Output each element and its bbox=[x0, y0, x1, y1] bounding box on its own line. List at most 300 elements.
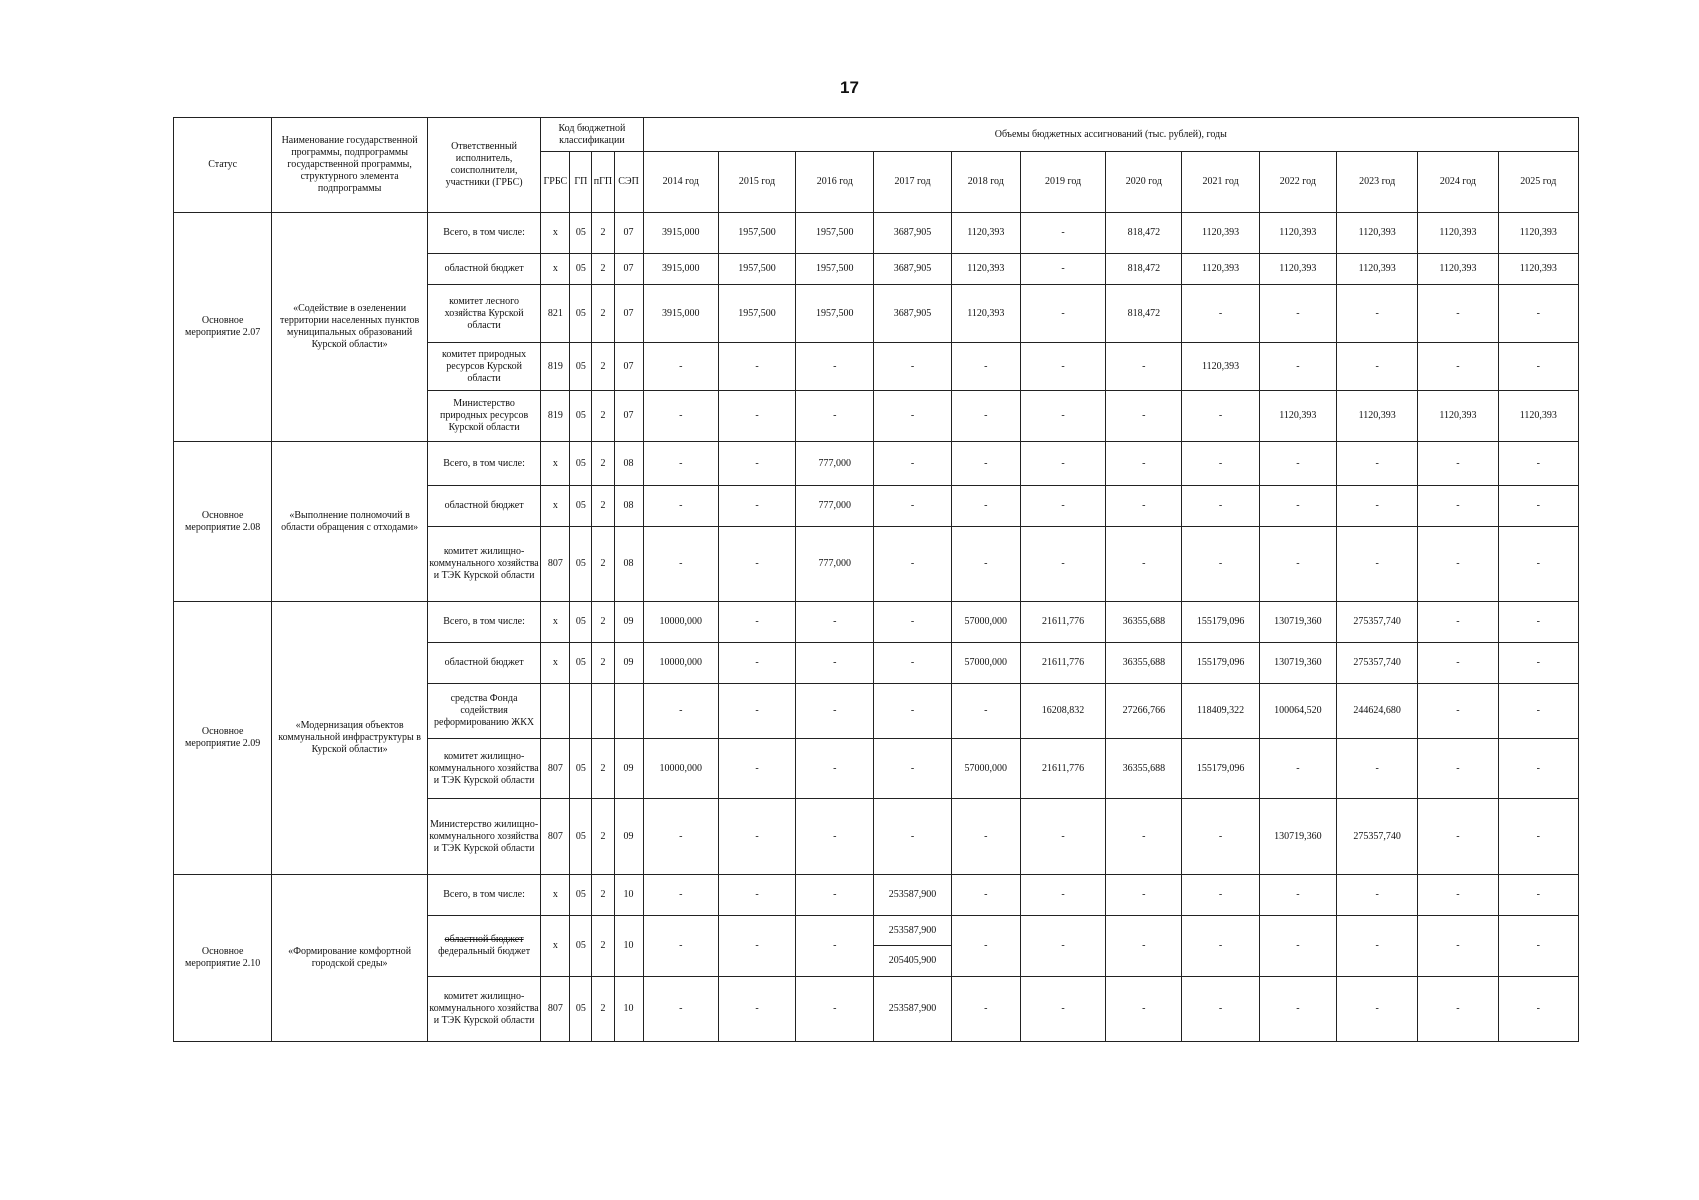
value-cell: - bbox=[951, 977, 1020, 1042]
value-cell: 1120,393 bbox=[1498, 254, 1578, 285]
code-grbs: х bbox=[541, 916, 570, 977]
code-gp: 05 bbox=[570, 739, 592, 799]
page-number: 17 bbox=[840, 78, 859, 97]
executor-cell: Министерство природных ресурсов Курской области bbox=[427, 391, 540, 442]
value-cell: - bbox=[796, 391, 874, 442]
value-cell: - bbox=[951, 916, 1020, 977]
header-year: 2014 год bbox=[643, 152, 718, 213]
executor-cell: Всего, в том числе: bbox=[427, 213, 540, 254]
value-cell: - bbox=[796, 875, 874, 916]
value-cell: 21611,776 bbox=[1020, 643, 1105, 684]
code-sep: 09 bbox=[614, 739, 643, 799]
value-cell: 100064,520 bbox=[1259, 684, 1336, 739]
code-grbs: 807 bbox=[541, 977, 570, 1042]
code-grbs: 821 bbox=[541, 285, 570, 343]
code-gp: 05 bbox=[570, 343, 592, 391]
value-cell: - bbox=[1259, 343, 1336, 391]
code-gp: 05 bbox=[570, 977, 592, 1042]
code-grbs: х bbox=[541, 875, 570, 916]
value-cell: - bbox=[643, 799, 718, 875]
value-cell: 818,472 bbox=[1106, 254, 1182, 285]
value-cell: - bbox=[1418, 343, 1498, 391]
status-cell: Основное мероприятие 2.10 bbox=[174, 875, 272, 1042]
header-year: 2016 год bbox=[796, 152, 874, 213]
value-cell: 1957,500 bbox=[718, 213, 795, 254]
value-cell: 155179,096 bbox=[1182, 602, 1259, 643]
value-cell: 1120,393 bbox=[1418, 254, 1498, 285]
value-cell: - bbox=[1337, 442, 1418, 486]
value-cell: - bbox=[1259, 527, 1336, 602]
value-cell: - bbox=[1418, 442, 1498, 486]
value-cell: - bbox=[1418, 285, 1498, 343]
value-cell: 36355,688 bbox=[1106, 602, 1182, 643]
code-grbs: 807 bbox=[541, 799, 570, 875]
value-cell: - bbox=[718, 391, 795, 442]
value-cell: 1120,393 bbox=[1498, 391, 1578, 442]
value-cell: 244624,680 bbox=[1337, 684, 1418, 739]
value-cell: - bbox=[1337, 343, 1418, 391]
value-cell: 818,472 bbox=[1106, 285, 1182, 343]
value-cell: - bbox=[1337, 285, 1418, 343]
header-status: Статус bbox=[174, 118, 272, 213]
value-cell: - bbox=[951, 875, 1020, 916]
value-cell: - bbox=[1259, 977, 1336, 1042]
value-cell: - bbox=[796, 684, 874, 739]
status-cell: Основное мероприятие 2.08 bbox=[174, 442, 272, 602]
header-year: 2018 год bbox=[951, 152, 1020, 213]
value-cell: 1957,500 bbox=[718, 285, 795, 343]
value-cell: 3915,000 bbox=[643, 285, 718, 343]
value-cell: 1120,393 bbox=[1498, 213, 1578, 254]
value-cell: 57000,000 bbox=[951, 739, 1020, 799]
value-cell: - bbox=[874, 602, 951, 643]
code-grbs bbox=[541, 684, 570, 739]
code-gp: 05 bbox=[570, 285, 592, 343]
value-cell: 57000,000 bbox=[951, 602, 1020, 643]
value-cell: - bbox=[1182, 486, 1259, 527]
code-pgp: 2 bbox=[592, 343, 614, 391]
code-pgp bbox=[592, 684, 614, 739]
value-cell: 275357,740 bbox=[1337, 799, 1418, 875]
value-cell: - bbox=[796, 602, 874, 643]
value-cell: - bbox=[1418, 602, 1498, 643]
value-cell: - bbox=[1106, 799, 1182, 875]
value-cell: - bbox=[718, 684, 795, 739]
value-cell: - bbox=[1020, 977, 1105, 1042]
code-pgp: 2 bbox=[592, 527, 614, 602]
value-cell: - bbox=[643, 527, 718, 602]
value-cell: 118409,322 bbox=[1182, 684, 1259, 739]
program-name-cell: «Выполнение полномочий в области обращения с отходами» bbox=[272, 442, 428, 602]
executor-cell: областной бюджет bbox=[427, 643, 540, 684]
value-cell: 253587,900 bbox=[874, 977, 951, 1042]
value-cell: - bbox=[874, 643, 951, 684]
value-cell: 1120,393 bbox=[1259, 254, 1336, 285]
value-cell: - bbox=[718, 343, 795, 391]
code-grbs: х bbox=[541, 486, 570, 527]
value-cell: - bbox=[1418, 799, 1498, 875]
value-cell: - bbox=[1259, 285, 1336, 343]
value-cell: 27266,766 bbox=[1106, 684, 1182, 739]
value-cell: - bbox=[1337, 739, 1418, 799]
value-cell: - bbox=[796, 916, 874, 977]
code-grbs: 819 bbox=[541, 343, 570, 391]
header-year: 2021 год bbox=[1182, 152, 1259, 213]
value-cell: 777,000 bbox=[796, 486, 874, 527]
code-gp: 05 bbox=[570, 643, 592, 684]
code-sep: 10 bbox=[614, 916, 643, 977]
value-cell: - bbox=[874, 391, 951, 442]
value-cell: - bbox=[1498, 285, 1578, 343]
code-sep: 08 bbox=[614, 527, 643, 602]
value-cell: 1120,393 bbox=[951, 254, 1020, 285]
table-body bbox=[174, 213, 1579, 1042]
code-pgp: 2 bbox=[592, 391, 614, 442]
value-cell: - bbox=[1259, 916, 1336, 977]
value-cell: - bbox=[1020, 213, 1105, 254]
header-year: 2020 год bbox=[1106, 152, 1182, 213]
code-gp bbox=[570, 684, 592, 739]
executor-cell bbox=[427, 916, 540, 977]
code-pgp: 2 bbox=[592, 602, 614, 643]
table-row bbox=[174, 213, 1579, 254]
value-cell: - bbox=[718, 977, 795, 1042]
code-gp: 05 bbox=[570, 213, 592, 254]
value-cell: - bbox=[874, 739, 951, 799]
value-cell: 10000,000 bbox=[643, 739, 718, 799]
value-cell: - bbox=[643, 684, 718, 739]
value-cell: - bbox=[1182, 527, 1259, 602]
value-cell: 130719,360 bbox=[1259, 602, 1336, 643]
value-cell: - bbox=[718, 486, 795, 527]
value-cell: - bbox=[643, 343, 718, 391]
code-pgp: 2 bbox=[592, 643, 614, 684]
value-cell: 130719,360 bbox=[1259, 643, 1336, 684]
value-cell: 3915,000 bbox=[643, 213, 718, 254]
value-cell: - bbox=[643, 916, 718, 977]
value-cell: - bbox=[1498, 916, 1578, 977]
code-grbs: 819 bbox=[541, 391, 570, 442]
value-cell: - bbox=[1498, 977, 1578, 1042]
code-grbs: х bbox=[541, 442, 570, 486]
value-cell: - bbox=[1498, 739, 1578, 799]
value-cell: 1957,500 bbox=[796, 285, 874, 343]
value-cell: 1120,393 bbox=[1418, 213, 1498, 254]
header-grbs: ГРБС bbox=[541, 152, 570, 213]
code-gp: 05 bbox=[570, 254, 592, 285]
value-cell: 10000,000 bbox=[643, 643, 718, 684]
header-year: 2023 год bbox=[1337, 152, 1418, 213]
value-cell: 1120,393 bbox=[1182, 343, 1259, 391]
value-cell: 777,000 bbox=[796, 442, 874, 486]
budget-table bbox=[173, 117, 1579, 1042]
value-cell: - bbox=[1106, 875, 1182, 916]
value-cell: - bbox=[1182, 916, 1259, 977]
value-cell: - bbox=[718, 442, 795, 486]
executor-cell: Всего, в том числе: bbox=[427, 875, 540, 916]
value-cell: 1120,393 bbox=[1337, 213, 1418, 254]
value-cell: 275357,740 bbox=[1337, 643, 1418, 684]
value-cell: 253587,900 bbox=[874, 916, 951, 946]
value-cell: - bbox=[1020, 391, 1105, 442]
code-sep: 09 bbox=[614, 799, 643, 875]
value-cell: - bbox=[1020, 527, 1105, 602]
executor-cell: комитет природных ресурсов Курской области bbox=[427, 343, 540, 391]
value-cell: - bbox=[1106, 442, 1182, 486]
status-cell: Основное мероприятие 2.07 bbox=[174, 213, 272, 442]
value-cell: - bbox=[1182, 285, 1259, 343]
value-cell: - bbox=[718, 527, 795, 602]
value-cell: 275357,740 bbox=[1337, 602, 1418, 643]
code-gp: 05 bbox=[570, 527, 592, 602]
header-year: 2025 год bbox=[1498, 152, 1578, 213]
value-cell: - bbox=[1498, 527, 1578, 602]
value-cell: - bbox=[1337, 977, 1418, 1042]
header-volumes: Объемы бюджетных ассигнований (тыс. рублей), годы bbox=[643, 118, 1578, 152]
value-cell: 21611,776 bbox=[1020, 602, 1105, 643]
value-cell: - bbox=[1020, 442, 1105, 486]
code-sep bbox=[614, 684, 643, 739]
value-cell: 3687,905 bbox=[874, 213, 951, 254]
header-pgp: пГП bbox=[592, 152, 614, 213]
status-cell: Основное мероприятие 2.09 bbox=[174, 602, 272, 875]
code-gp: 05 bbox=[570, 916, 592, 977]
code-sep: 07 bbox=[614, 343, 643, 391]
value-cell: 16208,832 bbox=[1020, 684, 1105, 739]
executor-cell: комитет жилищно-коммунального хозяйства и ТЭК Курской области bbox=[427, 739, 540, 799]
value-cell: - bbox=[874, 684, 951, 739]
value-cell: - bbox=[1182, 977, 1259, 1042]
code-gp: 05 bbox=[570, 875, 592, 916]
value-cell: - bbox=[1182, 799, 1259, 875]
code-gp: 05 bbox=[570, 799, 592, 875]
value-cell: - bbox=[951, 343, 1020, 391]
value-cell: - bbox=[1020, 254, 1105, 285]
value-cell: - bbox=[796, 799, 874, 875]
header-executor: Ответственный исполнитель, соисполнители, участники (ГРБС) bbox=[427, 118, 540, 213]
code-gp: 05 bbox=[570, 602, 592, 643]
code-pgp: 2 bbox=[592, 285, 614, 343]
table-row bbox=[174, 875, 1579, 916]
value-cell: - bbox=[1259, 875, 1336, 916]
value-cell: - bbox=[643, 442, 718, 486]
table-row bbox=[174, 602, 1579, 643]
header-sep: СЭП bbox=[614, 152, 643, 213]
value-cell: - bbox=[874, 486, 951, 527]
value-cell: - bbox=[1418, 684, 1498, 739]
value-cell: - bbox=[951, 486, 1020, 527]
value-cell: - bbox=[1020, 875, 1105, 916]
value-cell: 1120,393 bbox=[951, 285, 1020, 343]
executor-cell: областной бюджет bbox=[427, 254, 540, 285]
value-cell: - bbox=[1020, 343, 1105, 391]
value-cell: 3687,905 bbox=[874, 285, 951, 343]
value-cell: - bbox=[1498, 643, 1578, 684]
value-cell: - bbox=[1020, 285, 1105, 343]
value-cell: - bbox=[1418, 875, 1498, 916]
value-cell: - bbox=[1106, 343, 1182, 391]
code-pgp: 2 bbox=[592, 916, 614, 977]
code-grbs: 807 bbox=[541, 527, 570, 602]
value-cell: - bbox=[718, 799, 795, 875]
value-cell: - bbox=[1106, 486, 1182, 527]
value-cell: 3915,000 bbox=[643, 254, 718, 285]
table-header bbox=[174, 118, 1579, 213]
value-cell: 1120,393 bbox=[1182, 254, 1259, 285]
value-cell: - bbox=[718, 916, 795, 977]
executor-cell: комитет жилищно-коммунального хозяйства и ТЭК Курской области bbox=[427, 527, 540, 602]
executor-cell: средства Фонда содействия реформированию ЖКХ bbox=[427, 684, 540, 739]
header-year: 2017 год bbox=[874, 152, 951, 213]
code-sep: 08 bbox=[614, 486, 643, 527]
code-sep: 08 bbox=[614, 442, 643, 486]
value-cell: 36355,688 bbox=[1106, 643, 1182, 684]
code-grbs: х bbox=[541, 643, 570, 684]
value-cell: 21611,776 bbox=[1020, 739, 1105, 799]
value-cell: - bbox=[643, 486, 718, 527]
value-cell: 1957,500 bbox=[796, 213, 874, 254]
value-cell: - bbox=[1418, 916, 1498, 977]
code-pgp: 2 bbox=[592, 486, 614, 527]
value-cell: 205405,900 bbox=[874, 946, 951, 977]
value-cell: - bbox=[874, 527, 951, 602]
code-gp: 05 bbox=[570, 486, 592, 527]
value-cell: - bbox=[951, 527, 1020, 602]
value-cell: 1120,393 bbox=[1259, 391, 1336, 442]
code-pgp: 2 bbox=[592, 977, 614, 1042]
code-grbs: х bbox=[541, 602, 570, 643]
value-cell: - bbox=[951, 799, 1020, 875]
header-code: Код бюджетной классификации bbox=[541, 118, 643, 152]
value-cell: - bbox=[796, 739, 874, 799]
executor-text: федеральный бюджет bbox=[438, 946, 531, 957]
code-pgp: 2 bbox=[592, 799, 614, 875]
value-cell: - bbox=[874, 799, 951, 875]
header-name: Наименование государственной программы, подпрограммы государственной программы, структурного элемента подпрограммы bbox=[272, 118, 428, 213]
code-grbs: х bbox=[541, 254, 570, 285]
value-cell: 1120,393 bbox=[1337, 391, 1418, 442]
value-cell: - bbox=[1259, 739, 1336, 799]
value-cell: - bbox=[874, 442, 951, 486]
value-cell: - bbox=[1418, 527, 1498, 602]
code-grbs: 807 bbox=[541, 739, 570, 799]
value-cell: - bbox=[951, 391, 1020, 442]
code-sep: 09 bbox=[614, 602, 643, 643]
value-cell: 1957,500 bbox=[796, 254, 874, 285]
value-cell: - bbox=[1418, 977, 1498, 1042]
value-cell: 57000,000 bbox=[951, 643, 1020, 684]
value-cell: 155179,096 bbox=[1182, 739, 1259, 799]
value-cell: 1120,393 bbox=[1182, 213, 1259, 254]
value-cell: - bbox=[1106, 916, 1182, 977]
value-cell: - bbox=[1106, 391, 1182, 442]
value-cell: - bbox=[1106, 977, 1182, 1042]
value-cell: - bbox=[718, 602, 795, 643]
value-cell: - bbox=[796, 977, 874, 1042]
value-cell: - bbox=[1418, 643, 1498, 684]
value-cell: - bbox=[796, 343, 874, 391]
value-cell: 1120,393 bbox=[1259, 213, 1336, 254]
executor-cell: Министерство жилищно-коммунального хозяйства и ТЭК Курской области bbox=[427, 799, 540, 875]
value-cell: - bbox=[1182, 391, 1259, 442]
value-cell: - bbox=[1337, 875, 1418, 916]
value-cell: 3687,905 bbox=[874, 254, 951, 285]
executor-cell: Всего, в том числе: bbox=[427, 602, 540, 643]
value-cell: 10000,000 bbox=[643, 602, 718, 643]
header-year: 2015 год bbox=[718, 152, 795, 213]
program-name-cell: «Формирование комфортной городской среды» bbox=[272, 875, 428, 1042]
value-cell: 1120,393 bbox=[951, 213, 1020, 254]
value-cell: - bbox=[951, 442, 1020, 486]
value-cell: - bbox=[1020, 799, 1105, 875]
value-cell: - bbox=[1337, 486, 1418, 527]
header-year: 2022 год bbox=[1259, 152, 1336, 213]
value-cell: - bbox=[874, 343, 951, 391]
program-name-cell: «Модернизация объектов коммунальной инфраструктуры в Курской области» bbox=[272, 602, 428, 875]
value-cell: - bbox=[1182, 875, 1259, 916]
value-cell: 1957,500 bbox=[718, 254, 795, 285]
value-cell: - bbox=[796, 643, 874, 684]
value-cell: - bbox=[1259, 442, 1336, 486]
value-cell: - bbox=[1498, 602, 1578, 643]
code-grbs: х bbox=[541, 213, 570, 254]
code-sep: 07 bbox=[614, 254, 643, 285]
value-cell: - bbox=[1498, 875, 1578, 916]
value-cell: - bbox=[1337, 916, 1418, 977]
value-cell: 130719,360 bbox=[1259, 799, 1336, 875]
value-cell: - bbox=[1106, 527, 1182, 602]
value-cell: - bbox=[1498, 684, 1578, 739]
value-cell: 253587,900 bbox=[874, 875, 951, 916]
value-cell: - bbox=[1498, 343, 1578, 391]
value-cell: - bbox=[643, 391, 718, 442]
value-cell: - bbox=[1498, 442, 1578, 486]
code-gp: 05 bbox=[570, 442, 592, 486]
executor-cell: Всего, в том числе: bbox=[427, 442, 540, 486]
table-row bbox=[174, 442, 1579, 486]
value-cell: 36355,688 bbox=[1106, 739, 1182, 799]
value-cell: - bbox=[1259, 486, 1336, 527]
value-cell: - bbox=[643, 875, 718, 916]
code-sep: 09 bbox=[614, 643, 643, 684]
code-pgp: 2 bbox=[592, 254, 614, 285]
code-sep: 10 bbox=[614, 875, 643, 916]
value-cell: - bbox=[951, 684, 1020, 739]
value-cell: 777,000 bbox=[796, 527, 874, 602]
value-cell: - bbox=[718, 875, 795, 916]
code-pgp: 2 bbox=[592, 213, 614, 254]
header-gp: ГП bbox=[570, 152, 592, 213]
value-cell: 155179,096 bbox=[1182, 643, 1259, 684]
code-pgp: 2 bbox=[592, 739, 614, 799]
program-name-cell: «Содействие в озеленении территории населенных пунктов муниципальных образований Курской области» bbox=[272, 213, 428, 442]
code-sep: 10 bbox=[614, 977, 643, 1042]
value-cell: - bbox=[718, 643, 795, 684]
value-cell: - bbox=[718, 739, 795, 799]
executor-cell: областной бюджет bbox=[427, 486, 540, 527]
header-year: 2019 год bbox=[1020, 152, 1105, 213]
value-cell: - bbox=[1182, 442, 1259, 486]
value-cell: - bbox=[1337, 527, 1418, 602]
value-cell: - bbox=[1498, 799, 1578, 875]
value-cell: - bbox=[1498, 486, 1578, 527]
code-sep: 07 bbox=[614, 213, 643, 254]
code-pgp: 2 bbox=[592, 875, 614, 916]
code-pgp: 2 bbox=[592, 442, 614, 486]
value-cell: 818,472 bbox=[1106, 213, 1182, 254]
executor-cell: комитет лесного хозяйства Курской области bbox=[427, 285, 540, 343]
code-sep: 07 bbox=[614, 391, 643, 442]
